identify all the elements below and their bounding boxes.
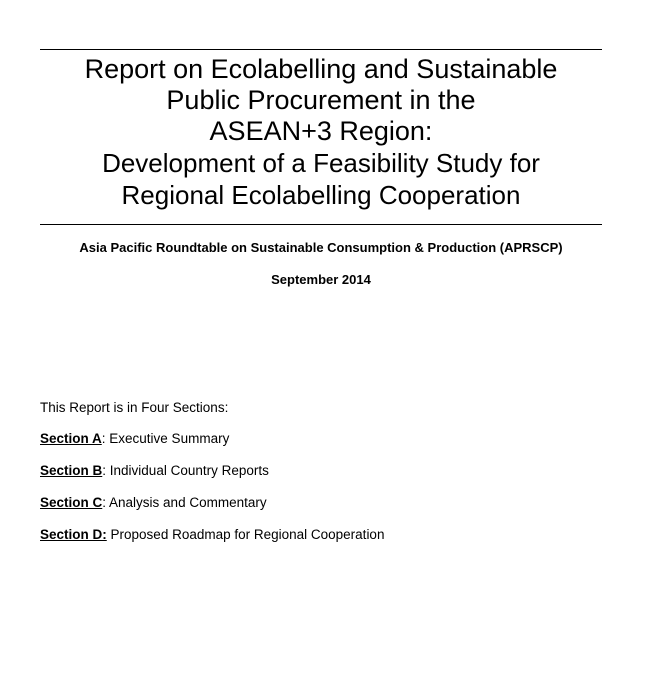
organization-name: Asia Pacific Roundtable on Sustainable Consumption & Production (APRSCP) [79, 240, 563, 255]
title-line-1: Report on Ecolabelling and Sustainable [84, 54, 558, 84]
section-key: Section A [40, 431, 102, 446]
section-item-a [40, 431, 384, 463]
subtitle-line-2: Regional Ecolabelling Cooperation [121, 180, 521, 210]
section-key: Section C [40, 495, 103, 510]
section-description: Individual Country Reports [109, 463, 269, 478]
section-description: Proposed Roadmap for Regional Cooperation [110, 527, 385, 542]
sections-intro: This Report is in Four Sections: [40, 400, 229, 415]
section-description: Analysis and Commentary [109, 495, 267, 510]
section-item-b [40, 463, 384, 495]
bottom-divider [40, 224, 602, 225]
subtitle-line-1: Development of a Feasibility Study for [102, 148, 540, 178]
section-key: Section B [40, 463, 103, 478]
section-separator: : [101, 431, 110, 446]
top-divider [40, 49, 602, 50]
section-item-d [40, 527, 384, 559]
section-description: Executive Summary [109, 431, 230, 446]
section-separator: : [102, 495, 110, 510]
publication-date: September 2014 [271, 272, 371, 287]
sections-list [40, 431, 384, 559]
section-key: Section D: [40, 527, 107, 542]
section-separator: : [102, 463, 110, 478]
title-line-2: Public Procurement in the [166, 85, 476, 115]
title-line-3: ASEAN+3 Region: [209, 116, 433, 146]
section-item-c [40, 495, 384, 527]
title-block [40, 54, 602, 211]
